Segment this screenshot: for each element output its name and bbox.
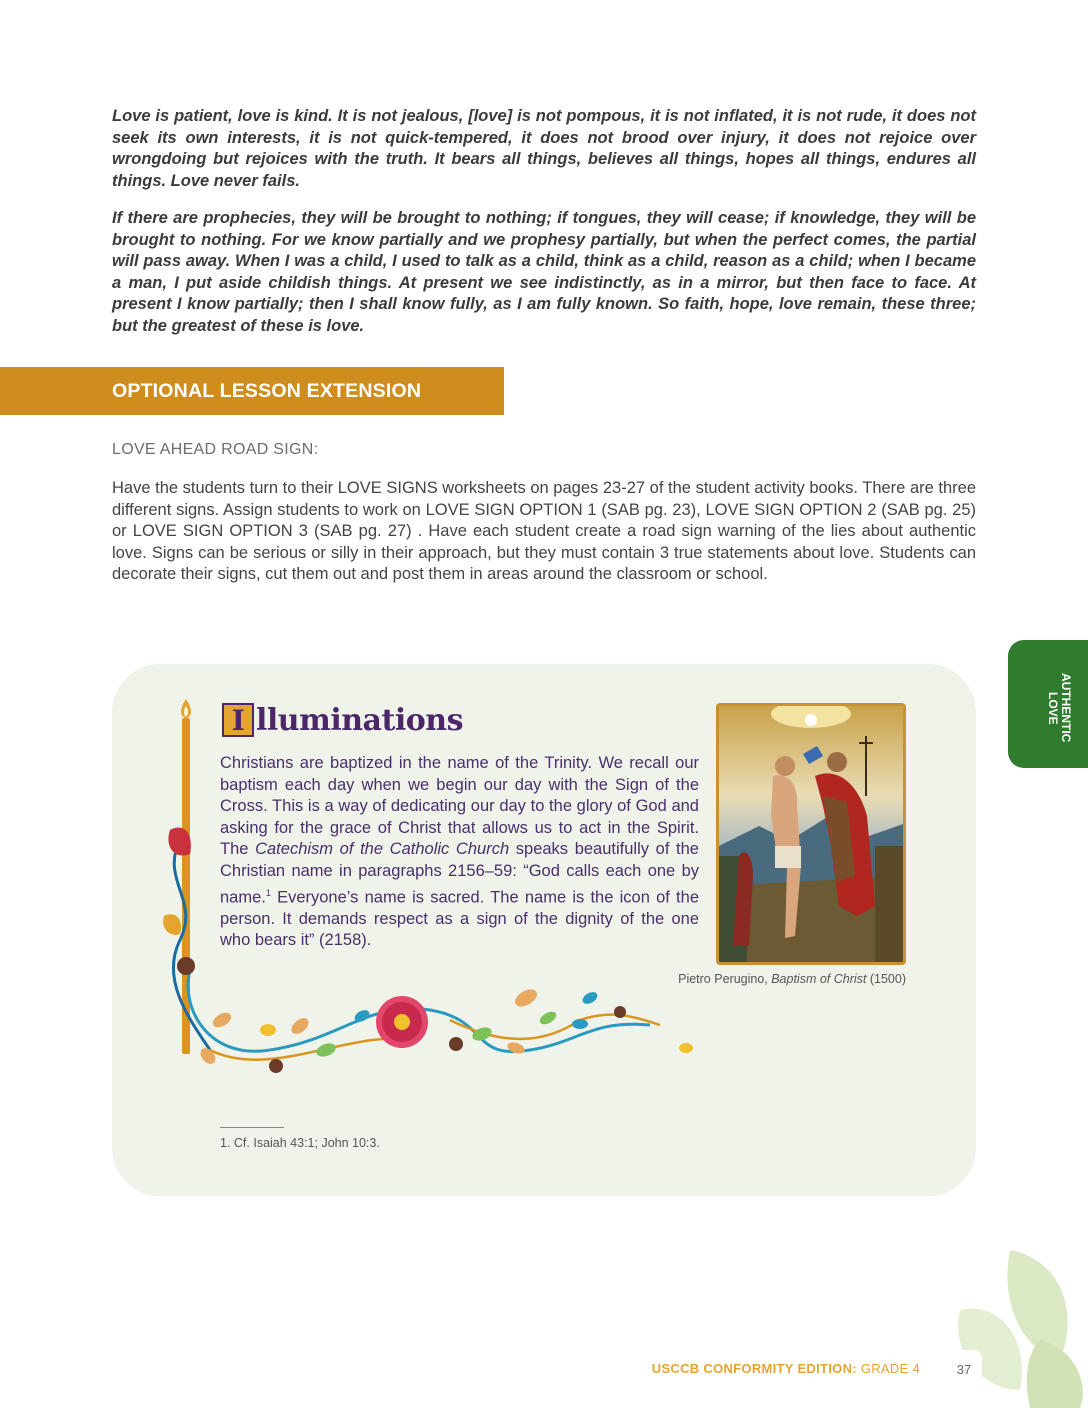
dropcap: I: [222, 703, 254, 737]
scripture-paragraph-1: Love is patient, love is kind. It is not jealous, [love] is not pompous, it is not inflated, it is not rude, it does not seek its own interests, it is not quick-tempered, it does not brood over injury, it does not rejoice over wrongdoing but rejoices with the truth. It bears all things, believes all things, hopes all things, endures all things. Love never fails.: [112, 107, 976, 190]
title-rest: lluminations: [256, 703, 463, 738]
footer-edition: USCCB CONFORMITY EDITION:: [651, 1361, 857, 1376]
side-tab-line1: AUTHENTIC: [1059, 673, 1073, 743]
painting-illustration: [719, 706, 903, 962]
candle-flame-icon: [178, 698, 194, 720]
caption-year: (1500): [866, 972, 906, 986]
flower-icon: [376, 996, 428, 1048]
activity-subhead: LOVE AHEAD ROAD SIGN:: [112, 441, 319, 458]
footnote-ref[interactable]: 1: [265, 887, 271, 898]
baptism-painting: [716, 703, 906, 965]
footnote-rule: [220, 1127, 284, 1128]
side-tab-line2: LOVE: [1046, 691, 1060, 725]
text-part-1: Christians are baptized in the name of the Trinity. We recall our baptism each day when we begin our day with the Sign of the Cross. This is a way of dedicating our day to the glory of God and asking for the grace of Christ that allows us to act in the Spirit. The: [220, 754, 699, 859]
text-part-2: speaks beautifully of the Christian name in paragraphs 2156–59: “God calls each one by name.: [220, 840, 699, 907]
catechism-title: Catechism of the Catholic Church: [255, 840, 510, 859]
chapter-side-tab-label: [1024, 660, 1072, 756]
activity-body: Have the students turn to their LOVE SIGNS worksheets on pages 23-27 of the student activity books. There are three different signs. Assign students to work on LOVE SIGN OPTION 1 (SAB pg. 23), LOVE SIGN OPTION 2 (SAB pg. 25) or LOVE SIGN OPTION 3 (SAB pg. 27) . Have each student create a road sign warning of the lies about authentic love. Signs can be serious or silly in their approach, but they must contain 3 true statements about love. Students can decorate their signs, cut them out and post them in areas around the classroom or school.: [112, 479, 976, 583]
page-footer: [612, 1361, 920, 1376]
text-part-3: Everyone’s name is sacred. The name is the icon of the person. It demands respect as a sign of the dignity of the one who bears it” (2158).: [220, 888, 699, 950]
footnote-text: 1. Cf. Isaiah 43:1; John 10:3.: [220, 1136, 380, 1150]
scripture-paragraph-2: If there are prophecies, they will be brought to nothing; if tongues, they will cease; if knowledge, they will be brought to nothing. For we know partially and we prophesy partially, but when the perfect comes, the partial will pass away. When I was a child, I used to talk as a child, think as a child, reason as a child; when I became a man, I put aside childish things. At present we see indistinctly, as in a mirror, but then face to face. At present I know partially; then I shall know fully, as I am fully known. So faith, hope, love remain, these three; but the greatest of these is love.: [112, 209, 976, 335]
floral-vine-decoration: [150, 820, 710, 1090]
footer-grade: GRADE 4: [856, 1361, 920, 1376]
section-banner: OPTIONAL LESSON EXTENSION: [0, 367, 504, 415]
caption-artist: Pietro Perugino,: [678, 972, 772, 986]
page-number: 37: [946, 1350, 982, 1390]
caption-title: Baptism of Christ: [771, 972, 867, 986]
illuminations-title: [222, 701, 463, 741]
